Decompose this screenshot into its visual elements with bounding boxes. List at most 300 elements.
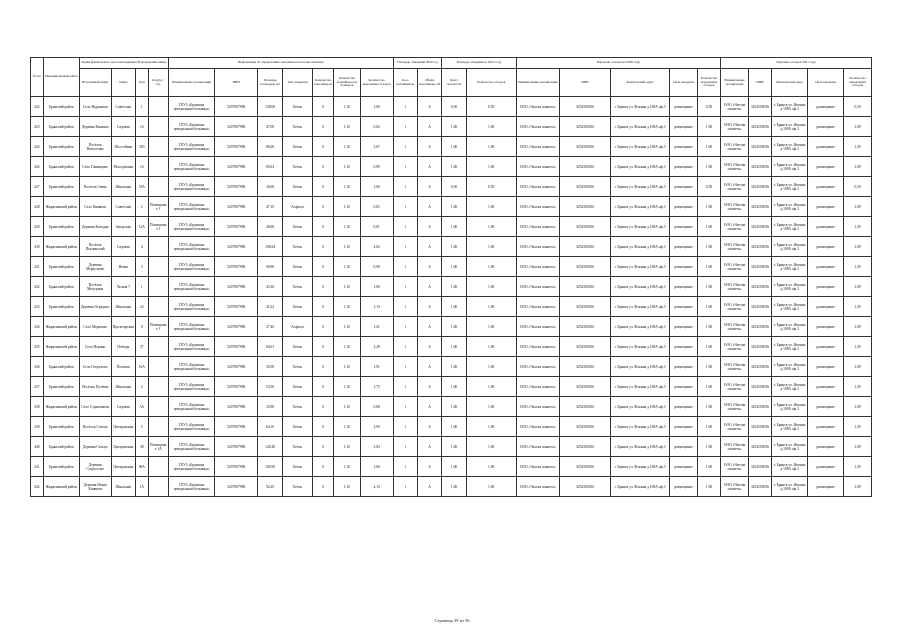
cell-inn2: 3254505036: [748, 157, 771, 177]
cell-area: 138,00: [257, 97, 282, 117]
cell-inn: 3207007998: [215, 357, 257, 377]
sub-header-cell: ИНН: [560, 69, 611, 97]
cell-district: Брянский район: [43, 297, 79, 317]
cell-v1: 0,50: [442, 177, 466, 197]
cell-qty2: 1,00: [844, 357, 872, 377]
cell-vol: 0,81: [360, 217, 393, 237]
cell-rorg: ООО «Чистая планета»: [516, 217, 559, 237]
cell-rpurp: размещение: [670, 197, 698, 217]
cell-area: 64,10: [257, 417, 282, 437]
cell-building: Помещение 1: [148, 217, 168, 237]
sub-header-cell: Фактический адрес: [772, 69, 808, 97]
sub-header-cell: ИНН: [748, 69, 771, 97]
cell-org2: ООО «Чистая планета»: [721, 417, 749, 437]
group-2020-source-header: Перечень отходов из 2020 году: [516, 58, 721, 69]
cell-org2: ООО «Чистая планета»: [721, 337, 749, 357]
cell-cover: Бетон: [283, 177, 313, 197]
cell-rqty: 1,00: [697, 417, 720, 437]
cell-inn: 3207007998: [215, 457, 257, 477]
cell-purp2: размещение: [808, 297, 844, 317]
cell-district: Жирятинский район: [43, 317, 79, 337]
cell-inn: 3207007998: [215, 137, 257, 157]
cell-building: [148, 417, 168, 437]
cell-inn2: 3254505036: [748, 337, 771, 357]
cell-district: Брянский район: [43, 417, 79, 437]
cell-rpurp: размещение: [670, 377, 698, 397]
cell-district: Брянский район: [43, 137, 79, 157]
cell-v2: 1,00: [466, 477, 516, 497]
cell-rpurp: размещение: [670, 137, 698, 157]
cell-cover: Бетон: [283, 477, 313, 497]
cell-vol: 1,75: [360, 377, 393, 397]
cell-v1: 1,00: [442, 277, 466, 297]
cell-raddr: г. Брянск ул. Фокина д.108А оф.3: [610, 117, 669, 137]
cell-settlement: Село Страшевичи: [79, 397, 111, 417]
cell-raddr: г. Брянск ул. Фокина д.108А оф.3: [610, 337, 669, 357]
cell-cover: Бетон: [283, 137, 313, 157]
cell-no: 429: [31, 217, 44, 237]
cell-street: Школьная: [111, 297, 135, 317]
cell-house: 1А: [135, 477, 148, 497]
cell-district: Брянский район: [43, 217, 79, 237]
cell-cnt: 0: [313, 377, 334, 397]
cell-rpurp: размещение: [670, 457, 698, 477]
cell-qty: 1: [393, 397, 417, 417]
cell-inn: 3207007998: [215, 117, 257, 137]
cell-settlement: Деревня Колодня: [79, 217, 111, 237]
cell-addr2: г. Брянск ул. Фокина д.108А оф.3: [772, 237, 808, 257]
cell-rqty: 1,00: [697, 117, 720, 137]
cell-org2: ООО «Чистая планета»: [721, 357, 749, 377]
cell-cap: 1,10: [334, 157, 361, 177]
cell-v1: 1,00: [442, 377, 466, 397]
cell-rinn: 3254505036: [560, 217, 611, 237]
cell-house: 12А: [135, 217, 148, 237]
cell-vol: 3,67: [360, 137, 393, 157]
cell-vol: 1,66: [360, 457, 393, 477]
cell-rqty: 1,00: [697, 477, 720, 497]
cell-rinn: 3254505036: [560, 177, 611, 197]
cell-cnt: 0: [313, 357, 334, 377]
cell-rorg: ООО «Чистая планета»: [516, 317, 559, 337]
table-row: [31, 117, 872, 137]
cell-rpurp: размещение: [670, 157, 698, 177]
cell-house: 16: [135, 157, 148, 177]
cell-org2: ООО «Чистая планета»: [721, 157, 749, 177]
cell-house: 16А: [135, 357, 148, 377]
cell-org2: ООО «Чистая планета»: [721, 437, 749, 457]
cell-settlement: Деревня Каменка: [79, 117, 111, 137]
cell-cnt: 0: [313, 337, 334, 357]
group-area-2020-header: Площадь отведения 2020 год: [393, 58, 442, 69]
cell-settlement: Деревня Сельцо: [79, 437, 111, 457]
cell-street: Школьная: [111, 377, 135, 397]
cell-org2: ООО «Чистая планета»: [721, 117, 749, 137]
cell-area: 47,00: [257, 117, 282, 137]
cell-cls: А: [418, 377, 442, 397]
cell-cls: А: [418, 277, 442, 297]
cell-street: Школьная: [111, 477, 135, 497]
cell-inn2: 3254505036: [748, 457, 771, 477]
cell-cnt: 0: [313, 277, 334, 297]
cell-cnt: 0: [313, 117, 334, 137]
cell-raddr: г. Брянск ул. Фокина д.108А оф.3: [610, 97, 669, 117]
cell-cap: 1,10: [334, 217, 361, 237]
cell-v1: 1,00: [442, 317, 466, 337]
sub-header-cell: Тип покрытия: [283, 69, 313, 97]
cell-qty: 1: [393, 157, 417, 177]
cell-purp2: размещение: [808, 257, 844, 277]
cell-area: 108,84: [257, 237, 282, 257]
cell-org: ГБУЗ «Брянская центральная больница»: [168, 337, 215, 357]
cell-v1: 1,00: [442, 257, 466, 277]
cell-cover: Бетон: [283, 337, 313, 357]
cell-settlement: Село Глинищево: [79, 157, 111, 177]
cell-inn2: 3254505036: [748, 137, 771, 157]
cell-district: Брянский район: [43, 177, 79, 197]
table-row: [31, 197, 872, 217]
cell-cnt: 0: [313, 417, 334, 437]
cell-cap: 1,10: [334, 357, 361, 377]
sub-header-cell: Цель передачи: [670, 69, 698, 97]
cell-cls: А: [418, 217, 442, 237]
cell-no: 436: [31, 357, 44, 377]
cell-no: 424: [31, 137, 44, 157]
cell-qty2: 1,00: [844, 257, 872, 277]
cell-inn2: 3254505036: [748, 237, 771, 257]
cell-rinn: 3254505036: [560, 157, 611, 177]
cell-no: 434: [31, 317, 44, 337]
cell-raddr: г. Брянск ул. Фокина д.108А оф.3: [610, 137, 669, 157]
cell-area: 53,50: [257, 377, 282, 397]
cell-house: 24: [135, 297, 148, 317]
cell-cap: 1,10: [334, 437, 361, 457]
cell-settlement: Деревня Отрадное: [79, 297, 111, 317]
cell-area: 100,90: [257, 457, 282, 477]
table-row: [31, 417, 872, 437]
cell-qty2: 1,00: [844, 157, 872, 177]
cell-inn: 3207007998: [215, 297, 257, 317]
cell-inn: 3207007998: [215, 217, 257, 237]
cell-qty: 1: [393, 377, 417, 397]
cell-vol: 1,91: [360, 357, 393, 377]
cell-area: 40,60: [257, 217, 282, 237]
cell-street: Пролетарская: [111, 317, 135, 337]
cell-street: Советская: [111, 97, 135, 117]
cell-cap: 1,10: [334, 417, 361, 437]
cell-cover: Асфальт: [283, 197, 313, 217]
cell-qty2: 1,00: [844, 197, 872, 217]
cell-org2: ООО «Чистая планета»: [721, 237, 749, 257]
cell-street: Центральная: [111, 417, 135, 437]
cell-rinn: 3254505036: [560, 417, 611, 437]
cell-purp2: размещение: [808, 117, 844, 137]
cell-area: 41,02: [257, 297, 282, 317]
cell-qty: 1: [393, 97, 417, 117]
cell-cap: 1,10: [334, 197, 361, 217]
cell-inn: 3207007998: [215, 257, 257, 277]
cell-rorg: ООО «Чистая планета»: [516, 97, 559, 117]
cell-qty: 1: [393, 357, 417, 377]
cell-org2: ООО «Чистая планета»: [721, 217, 749, 237]
sub-header-cell: Цель передачи: [808, 69, 844, 97]
cell-v2: 1,00: [466, 317, 516, 337]
cell-rqty: 1,00: [697, 257, 720, 277]
sub-header-cell: Количество контейнеров и бункеров: [334, 69, 361, 97]
cell-vol: 1,69: [360, 97, 393, 117]
sub-header-cell: Объём контейнера, м3: [418, 69, 442, 97]
cell-inn2: 3254505036: [748, 177, 771, 197]
cell-street: Садовая: [111, 237, 135, 257]
cell-addr2: г. Брянск ул. Фокина д.108А оф.3: [772, 317, 808, 337]
group-address-header: Харки фактического местонахождения (В проведении ишка): [79, 58, 168, 69]
cell-qty: 1: [393, 277, 417, 297]
cell-qty2: 1,00: [844, 317, 872, 337]
cell-no: 423: [31, 117, 44, 137]
cell-building: [148, 177, 168, 197]
cell-qty2: 0,50: [844, 97, 872, 117]
cell-rpurp: размещение: [670, 437, 698, 457]
cell-org2: ООО «Чистая планета»: [721, 257, 749, 277]
cell-house: 5А: [135, 397, 148, 417]
cell-raddr: г. Брянск ул. Фокина д.108А оф.3: [610, 397, 669, 417]
cell-cap: 1,10: [334, 457, 361, 477]
cell-district: Брянский район: [43, 117, 79, 137]
cell-no: 441: [31, 457, 44, 477]
cell-v2: 1,00: [466, 437, 516, 457]
table-row: [31, 477, 872, 497]
cell-district: Брянский район: [43, 257, 79, 277]
cell-addr2: г. Брянск ул. Фокина д.108А оф.3: [772, 417, 808, 437]
cell-v2: 1,00: [466, 277, 516, 297]
cell-cnt: 0: [313, 317, 334, 337]
cell-v2: 0,50: [466, 97, 516, 117]
cell-inn: 3207007998: [215, 97, 257, 117]
cell-rorg: ООО «Чистая планета»: [516, 177, 559, 197]
cell-cap: 1,10: [334, 97, 361, 117]
cell-cls: А: [418, 137, 442, 157]
cell-building: Помещение 1: [148, 317, 168, 337]
cell-org: ГБУЗ «Брянская центральная больница»: [168, 137, 215, 157]
cell-inn: 3207007998: [215, 377, 257, 397]
cell-v1: 1,00: [442, 337, 466, 357]
cell-rorg: ООО «Чистая планета»: [516, 397, 559, 417]
cell-inn2: 3254505036: [748, 117, 771, 137]
cell-cover: Бетон: [283, 417, 313, 437]
cell-district: Жирятинский район: [43, 477, 79, 497]
cell-qty2: 1,00: [844, 137, 872, 157]
cell-no: 437: [31, 377, 44, 397]
cell-district: Брянский район: [43, 457, 79, 477]
cell-cls: А: [418, 397, 442, 417]
cell-rqty: 1,00: [697, 217, 720, 237]
table-row: [31, 397, 872, 417]
cell-rqty: 1,00: [697, 197, 720, 217]
table-body: [31, 97, 872, 497]
cell-org2: ООО «Чистая планета»: [721, 457, 749, 477]
table-row: [31, 217, 872, 237]
cell-raddr: г. Брянск ул. Фокина д.108А оф.3: [610, 437, 669, 457]
cell-rpurp: размещение: [670, 277, 698, 297]
cell-inn2: 3254505036: [748, 297, 771, 317]
cell-street: Победы: [111, 337, 135, 357]
sub-header-cell: Наименование организации: [721, 69, 749, 97]
cell-v2: 1,00: [466, 137, 516, 157]
cell-rorg: ООО «Чистая планета»: [516, 377, 559, 397]
cell-rinn: 3254505036: [560, 337, 611, 357]
cell-raddr: г. Брянск ул. Фокина д.108А оф.3: [610, 377, 669, 397]
cell-purp2: размещение: [808, 477, 844, 497]
cell-rorg: ООО «Чистая планета»: [516, 137, 559, 157]
cell-house: 1: [135, 277, 148, 297]
table-row: [31, 137, 872, 157]
cell-org2: ООО «Чистая планета»: [721, 277, 749, 297]
cell-cap: 1,10: [334, 177, 361, 197]
sub-header-cell: Количество переданных отходов: [697, 69, 720, 97]
table-row: [31, 317, 872, 337]
cell-cnt: 0: [313, 297, 334, 317]
cell-purp2: размещение: [808, 457, 844, 477]
cell-org: ГБУЗ «Брянская центральная больница»: [168, 217, 215, 237]
cell-qty: 1: [393, 177, 417, 197]
cell-v1: 1,00: [442, 197, 466, 217]
cell-inn: 3207007998: [215, 177, 257, 197]
cell-street: Заводская: [111, 217, 135, 237]
cell-rinn: 3254505036: [560, 377, 611, 397]
cell-no: 428: [31, 197, 44, 217]
cell-house: 5: [135, 417, 148, 437]
cell-org: ГБУЗ «Брянская центральная больница»: [168, 377, 215, 397]
cell-inn2: 3254505036: [748, 437, 771, 457]
cell-area: 84,01: [257, 337, 282, 357]
cell-raddr: г. Брянск ул. Фокина д.108А оф.3: [610, 177, 669, 197]
group-2021-header: Площадь отведения в 2021 году: [442, 58, 516, 69]
cell-rqty: 1,00: [697, 357, 720, 377]
cell-rqty: 1,00: [697, 137, 720, 157]
cell-purp2: размещение: [808, 437, 844, 457]
cell-rpurp: размещение: [670, 337, 698, 357]
cell-street: Школьная: [111, 177, 135, 197]
cell-rpurp: размещение: [670, 477, 698, 497]
table-header: [31, 58, 872, 97]
cell-v2: 0,50: [466, 177, 516, 197]
cell-addr2: г. Брянск ул. Фокина д.108А оф.3: [772, 437, 808, 457]
cell-rinn: 3254505036: [560, 117, 611, 137]
cell-rinn: 3254505036: [560, 317, 611, 337]
cell-qty2: 1,00: [844, 297, 872, 317]
cell-cap: 1,10: [334, 397, 361, 417]
cell-district: Брянский район: [43, 157, 79, 177]
cell-qty: 1: [393, 417, 417, 437]
cell-org2: ООО «Чистая планета»: [721, 197, 749, 217]
cell-inn: 3207007998: [215, 157, 257, 177]
table-row: [31, 177, 872, 197]
cell-cnt: 0: [313, 197, 334, 217]
cell-rorg: ООО «Чистая планета»: [516, 297, 559, 317]
cell-qty2: 1,00: [844, 457, 872, 477]
cell-purp2: размещение: [808, 377, 844, 397]
cell-rinn: 3254505036: [560, 297, 611, 317]
cell-org: ГБУЗ «Брянская центральная больница»: [168, 477, 215, 497]
cell-org: ГБУЗ «Брянская центральная больница»: [168, 177, 215, 197]
cell-v2: 1,00: [466, 417, 516, 437]
cell-rorg: ООО «Чистая планета»: [516, 457, 559, 477]
cell-qty2: 1,00: [844, 377, 872, 397]
cell-cnt: 0: [313, 457, 334, 477]
cell-v1: 1,00: [442, 357, 466, 377]
cell-v2: 1,00: [466, 397, 516, 417]
cell-org2: ООО «Чистая планета»: [721, 377, 749, 397]
cell-inn: 3207007998: [215, 237, 257, 257]
cell-street: Центральная: [111, 457, 135, 477]
cell-rorg: ООО «Чистая планета»: [516, 437, 559, 457]
cell-house: 16: [135, 117, 148, 137]
cell-rpurp: размещение: [670, 97, 698, 117]
cell-org2: ООО «Чистая планета»: [721, 177, 749, 197]
cell-cls: А: [418, 297, 442, 317]
cell-settlement: Село Огорелово: [79, 357, 111, 377]
cell-street: Молодёжная: [111, 157, 135, 177]
cell-addr2: г. Брянск ул. Фокина д.108А оф.3: [772, 397, 808, 417]
cell-qty2: 1,00: [844, 217, 872, 237]
cell-rinn: 3254505036: [560, 197, 611, 217]
cell-rpurp: размещение: [670, 117, 698, 137]
cell-building: [148, 397, 168, 417]
cell-cover: Бетон: [283, 377, 313, 397]
cell-district: Жирятинский район: [43, 397, 79, 417]
cell-rorg: ООО «Чистая планета»: [516, 477, 559, 497]
sub-header-cell: Площадь площадки, м2: [257, 69, 282, 97]
cell-no: 435: [31, 337, 44, 357]
cell-v1: 1,00: [442, 237, 466, 257]
cell-addr2: г. Брянск ул. Фокина д.108А оф.3: [772, 137, 808, 157]
cell-addr2: г. Брянск ул. Фокина д.108А оф.3: [772, 377, 808, 397]
cell-raddr: г. Брянск ул. Фокина д.108А оф.3: [610, 257, 669, 277]
cell-settlement: Деревня Меркульево: [79, 257, 111, 277]
cell-org2: ООО «Чистая планета»: [721, 137, 749, 157]
sub-header-cell: Населённый пункт: [79, 69, 111, 97]
cell-street: Лесная 7: [111, 277, 135, 297]
cell-rqty: 1,00: [697, 337, 720, 357]
cell-qty: 1: [393, 237, 417, 257]
cell-no: 426: [31, 157, 44, 177]
cell-v2: 1,00: [466, 257, 516, 277]
cell-qty2: 1,00: [844, 117, 872, 137]
cell-rorg: ООО «Чистая планета»: [516, 157, 559, 177]
cell-cover: Бетон: [283, 277, 313, 297]
cell-inn: 3207007998: [215, 317, 257, 337]
cell-vol: 3,84: [360, 437, 393, 457]
cell-building: [148, 117, 168, 137]
cell-cnt: 0: [313, 397, 334, 417]
cell-building: [148, 377, 168, 397]
cell-org: ГБУЗ «Брянская центральная больница»: [168, 417, 215, 437]
sub-header-cell: Количество контейнеров: [313, 69, 334, 97]
col-district-header: Муниципальный район: [43, 58, 79, 97]
cell-inn: 3207007998: [215, 197, 257, 217]
cell-building: [148, 357, 168, 377]
cell-purp2: размещение: [808, 397, 844, 417]
cell-cnt: 0: [313, 217, 334, 237]
cell-v2: 1,00: [466, 377, 516, 397]
cell-v1: 1,00: [442, 437, 466, 457]
cell-district: Брянский район: [43, 357, 79, 377]
cell-vol: 1,13: [360, 297, 393, 317]
cell-qty: 1: [393, 477, 417, 497]
cell-org2: ООО «Чистая планета»: [721, 297, 749, 317]
cell-rqty: 1,00: [697, 377, 720, 397]
cell-qty2: 1,00: [844, 477, 872, 497]
